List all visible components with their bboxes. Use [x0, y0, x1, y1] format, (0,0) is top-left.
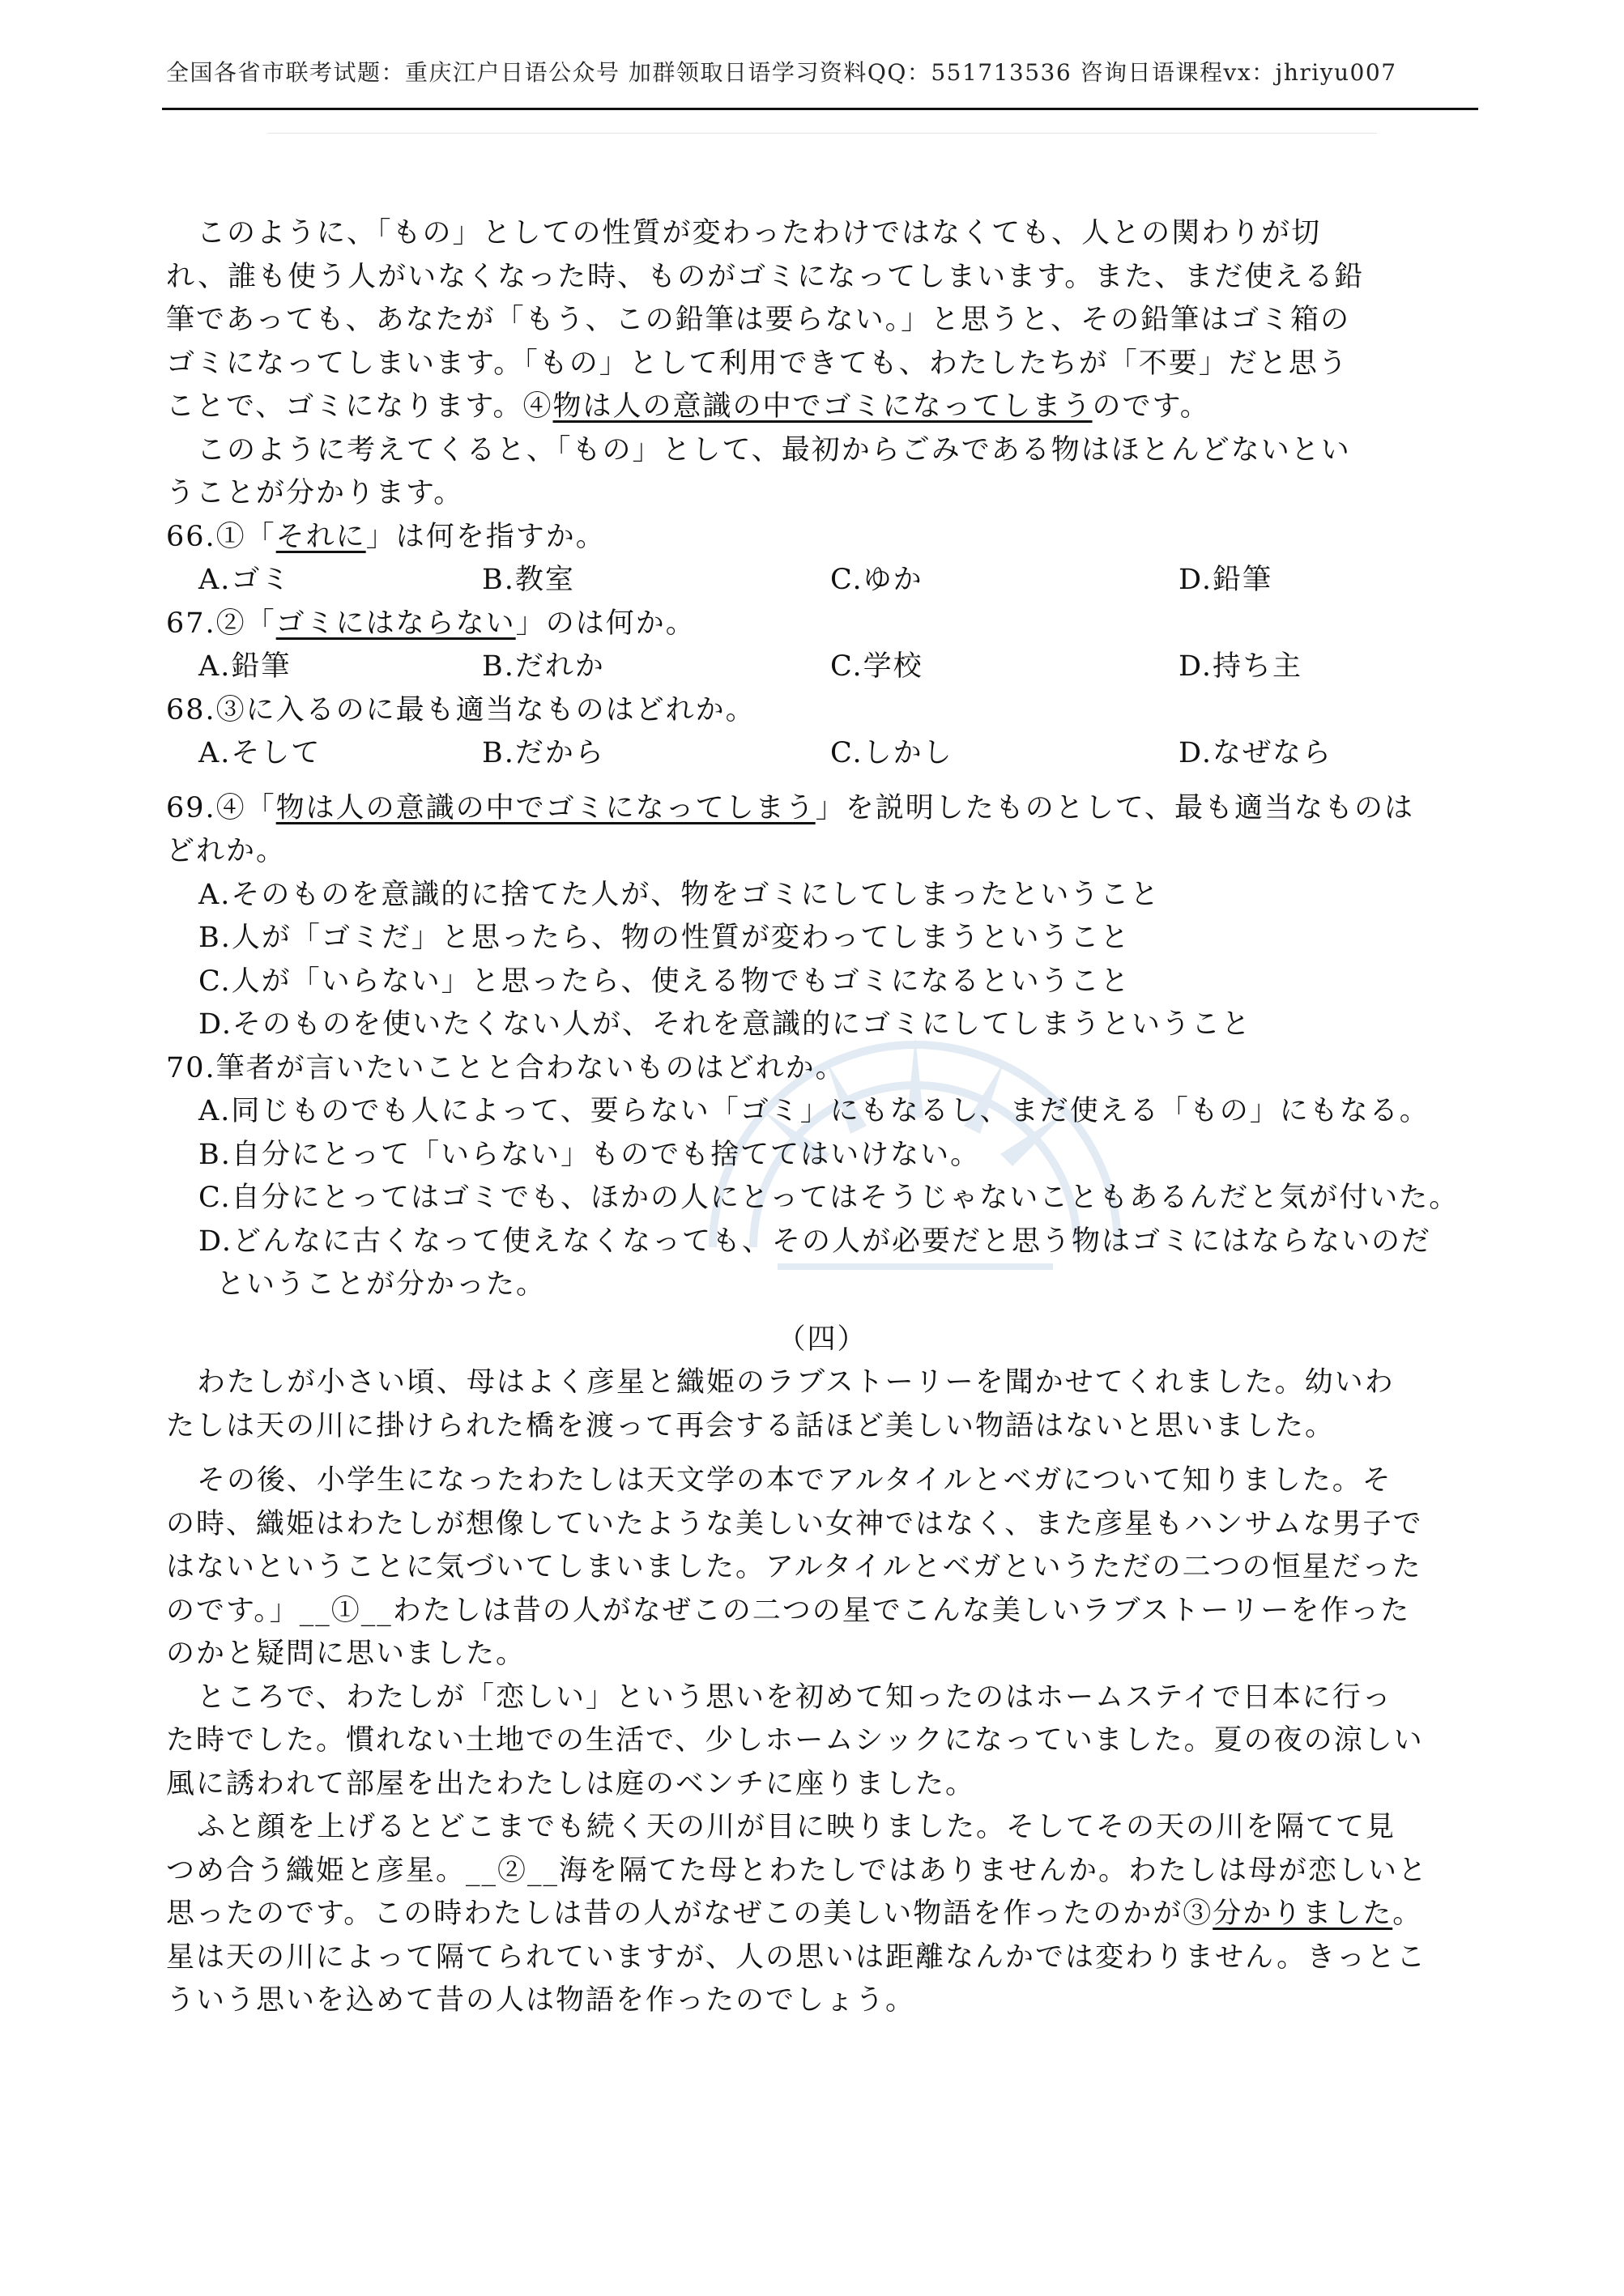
underlined-phrase: 物は人の意識の中でゴミになってしまう — [275, 791, 816, 824]
choice-a: A.ゴミ — [198, 564, 292, 596]
question-stem — [166, 516, 1478, 560]
text-line: 星は天の川によって隔てられていますが、人の思いは距離なんかでは変わりません。きっとこ — [166, 1940, 1427, 1974]
choice-c: C.しかし — [830, 737, 953, 769]
underlined-phrase-3: 分かりました — [1213, 1898, 1393, 1930]
question-68 — [166, 689, 1478, 776]
spacer — [166, 1448, 1478, 1459]
choice-c: C.ゆか — [830, 564, 923, 596]
text-line: このように、「もの」としての性質が変わったわけではなくても、人との関わりが切 — [197, 217, 1322, 249]
spacer — [166, 1307, 1478, 1318]
underlined-phrase: ゴミにはならない — [275, 607, 516, 640]
text-line: たしは天の川に掛けられた橋を渡って再会する話ほど美しい物語はないと思いました。 — [166, 1409, 1336, 1442]
choice-b: B.だから — [482, 737, 605, 769]
option-d: D.どんなに古くなって使えなくなっても、その人が必要だと思う物はゴミにはならないのだ — [198, 1225, 1431, 1258]
header-divider — [162, 108, 1478, 110]
page-header: 全国各省市联考试题：重庆江户日语公众号 加群领取日语学习资料QQ：551713536 咨询日语课程vx：jhriyu007 — [166, 59, 1397, 86]
passage-paragraph — [166, 429, 1478, 516]
faint-divider — [267, 133, 1377, 134]
text-line: ところで、わたしが「恋しい」という思いを初めて知ったのはホームステイで日本に行っ — [197, 1680, 1392, 1714]
passage-paragraph — [166, 1806, 1478, 2023]
option-c: C.人が「いらない」と思ったら、使える物でもゴミになるということ — [198, 965, 1131, 998]
choice-a: A.鉛筆 — [198, 650, 292, 683]
text-line — [166, 386, 1478, 429]
text-line: ふと顔を上げるとどこまでも続く天の川が目に映りました。そしてその天の川を隔てて見 — [197, 1811, 1396, 1843]
text-line: のかと疑問に思いました。 — [166, 1638, 526, 1670]
text-line: わたしが小さい頃、母はよく彦星と織姫のラブストーリーを聞かせてくれました。幼いわ — [197, 1366, 1395, 1399]
choice-d: D.持ち主 — [1179, 650, 1302, 683]
choice-c: C.学校 — [830, 650, 923, 683]
choice-a: A.そして — [198, 737, 322, 769]
section-heading: （四） — [777, 1323, 867, 1356]
question-stem: 70.筆者が言いたいことと合わないものはどれか。 — [166, 1051, 846, 1084]
question-stem — [166, 603, 1478, 646]
passage-paragraph — [166, 1361, 1478, 1448]
choice-b: B.教室 — [482, 564, 575, 596]
text-run: 。 — [1392, 1898, 1423, 1930]
question-stem-cont: どれか。 — [166, 835, 287, 867]
option-d-cont: ということが分かった。 — [216, 1268, 547, 1301]
text-line: 風に誘われて部屋を出たわたしは庭のベンチに座りました。 — [166, 1767, 976, 1800]
text-run: 66.①「 — [166, 520, 276, 553]
option-a: A.そのものを意識的に捨てた人が、物をゴミにしてしまったということ — [198, 878, 1161, 911]
choice-row — [166, 559, 1478, 603]
text-line: つめ合う織姫と彦星。__②__海を隔てた母とわたしではありませんか。わたしは母が恋しいと — [166, 1854, 1429, 1887]
text-line: 筆であっても、あなたが「もう、この鉛筆は要らない。」と思うと、その鉛筆はゴミ箱の — [166, 304, 1351, 336]
question-stem: 68.③に入るのに最も適当なものはどれか。 — [166, 693, 756, 726]
question-70 — [166, 1047, 1478, 1307]
text-run: 69.④「 — [166, 791, 276, 824]
text-line: のです。」__①__わたしは昔の人がなぜこの二つの星でこんな美しいラブストーリーを作った — [166, 1594, 1411, 1627]
choice-d: D.なぜなら — [1179, 737, 1332, 769]
text-line: れ、誰も使う人がいなくなった時、ものがゴミになってしまいます。また、まだ使える鉛 — [166, 260, 1365, 293]
passage-paragraph — [166, 1459, 1478, 1676]
text-run: ことで、ゴミになります。④ — [166, 390, 553, 423]
option-b: B.自分にとって「いらない」ものでも捨ててはいけない。 — [198, 1138, 981, 1171]
option-b: B.人が「ゴミだ」と思ったら、物の性質が変わってしまうということ — [198, 922, 1131, 954]
option-a: A.同じものでも人によって、要らない「ゴミ」にもなるし、まだ使える「もの」にもなる。 — [198, 1095, 1430, 1127]
text-line: うことが分かります。 — [166, 477, 464, 509]
text-line: はないということに気づいてしまいました。アルタイルとベガというただの二つの恒星だった — [166, 1551, 1422, 1583]
text-line: の時、織姫はわたしが想像していたような美しい女神ではなく、また彦星もハンサムな男子で — [166, 1507, 1423, 1540]
text-run: 」を説明したものとして、最も適当なものは — [815, 791, 1414, 824]
question-67 — [166, 603, 1478, 689]
text-run: 67.②「 — [166, 607, 276, 640]
text-line — [166, 1893, 1478, 1936]
text-line: ゴミになってしまいます。「もの」として利用できても、わたしたちが「不要」だと思う — [166, 347, 1349, 380]
choice-row — [166, 645, 1478, 689]
underlined-phrase: それに — [275, 520, 366, 553]
spacer — [166, 776, 1478, 787]
text-line: その後、小学生になったわたしは天文学の本でアルタイルとベガについて知りました。そ — [197, 1464, 1392, 1497]
option-c: C.自分にとってはゴミでも、ほかの人にとってはそうじゃないこともあるんだと気が付いた。 — [198, 1182, 1460, 1214]
passage-paragraph — [166, 1676, 1478, 1807]
question-66 — [166, 516, 1478, 603]
text-run: 」は何を指すか。 — [365, 520, 606, 553]
exam-page — [166, 212, 1478, 2023]
text-run: 」のは何か。 — [515, 607, 696, 640]
choice-b: B.だれか — [482, 650, 605, 683]
text-line: ういう思いを込めて昔の人は物語を作ったのでしょう。 — [166, 1984, 916, 2017]
choice-d: D.鉛筆 — [1179, 564, 1272, 596]
question-69 — [166, 787, 1478, 1047]
underlined-phrase-4: 物は人の意識の中でゴミになってしまう — [552, 390, 1093, 423]
text-line: た時でした。慣れない土地での生活で、少しホームシックになっていました。夏の夜の涼しい — [166, 1724, 1424, 1757]
passage-paragraph — [166, 212, 1478, 429]
text-run: 思ったのです。この時わたしは昔の人がなぜこの美しい物語を作ったのかが③ — [166, 1898, 1213, 1930]
question-stem — [166, 787, 1478, 831]
choice-row — [166, 732, 1478, 776]
option-d: D.そのものを使いたくない人が、それを意識的にゴミにしてしまうということ — [198, 1008, 1251, 1041]
text-run: のです。 — [1092, 390, 1210, 423]
text-line: このように考えてくると、「もの」として、最初からごみである物はほとんどないとい — [197, 433, 1351, 466]
